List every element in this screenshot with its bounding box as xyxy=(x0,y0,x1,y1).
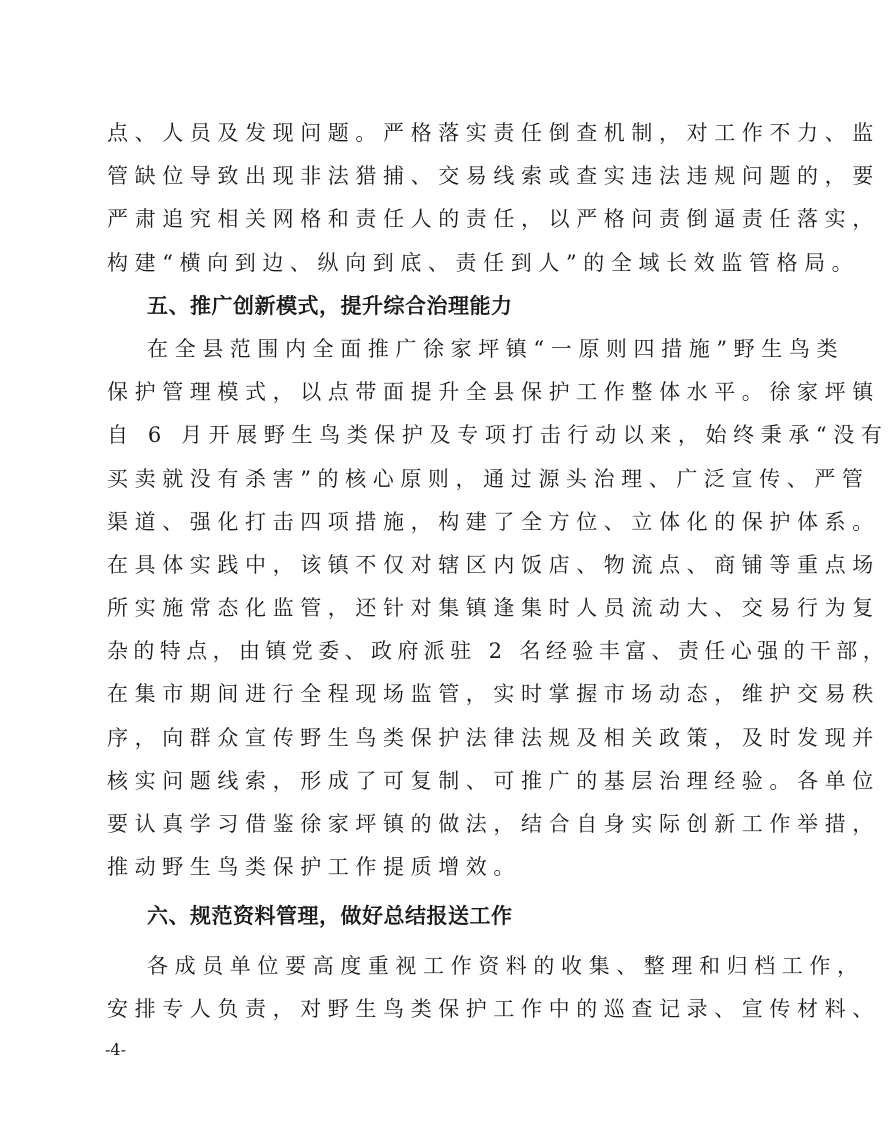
text-line: 在全县范围内全面推广徐家坪镇“一原则四措施”野生鸟类 xyxy=(147,336,845,361)
paragraph-continued xyxy=(107,112,880,285)
text-line: 严肃追究相关网格和责任人的责任，以严格问责倒逼责任落实， xyxy=(107,207,880,232)
section-5-paragraph xyxy=(107,328,889,889)
page-number: -4- xyxy=(105,1040,126,1059)
text-line: 在集市期间进行全程现场监管，实时掌握市场动态，维护交易秩 xyxy=(107,682,880,707)
text-line: 杂的特点，由镇党委、政府派驻 2 名经验丰富、责任心强的干部， xyxy=(107,639,889,664)
text-line: 买卖就没有杀害”的核心原则，通过源头治理、广泛宣传、严管 xyxy=(107,466,870,491)
text-line: 所实施常态化监管，还针对集镇逢集时人员流动大、交易行为复 xyxy=(107,596,880,621)
section-6-paragraph xyxy=(107,945,880,1031)
text-line: 各成员单位要高度重视工作资料的收集、整理和归档工作， xyxy=(147,953,865,978)
section-heading-6: 六、规范资料管理，做好总结报送工作 xyxy=(147,904,513,929)
section-heading-5: 五、推广创新模式，提升综合治理能力 xyxy=(147,293,513,318)
text-line: 保护管理模式，以点带面提升全县保护工作整体水平。徐家坪镇 xyxy=(107,380,880,405)
text-line: 自 6 月开展野生鸟类保护及专项打击行动以来，始终秉承“没有 xyxy=(107,423,889,448)
text-line: 管缺位导致出现非法猎捕、交易线索或查实违法违规问题的，要 xyxy=(107,164,880,189)
text-line: 要认真学习借鉴徐家坪镇的做法，结合自身实际创新工作举措， xyxy=(107,812,880,836)
text-line: 序，向群众宣传野生鸟类保护法律法规及相关政策，及时发现并 xyxy=(107,725,880,750)
text-line: 点、人员及发现问题。严格落实责任倒查机制，对工作不力、监 xyxy=(107,121,880,145)
text-line: 在具体实践中，该镇不仅对辖区内饭店、物流点、商铺等重点场 xyxy=(107,552,880,577)
text-line: 推动野生鸟类保护工作提质增效。 xyxy=(107,855,521,880)
text-line: 构建“横向到边、纵向到底、责任到人”的全域长效监管格局。 xyxy=(107,250,860,275)
text-line: 渠道、强化打击四项措施，构建了全方位、立体化的保护体系。 xyxy=(107,509,880,534)
document-body xyxy=(107,112,889,1031)
text-line: 核实问题线索，形成了可复制、可推广的基层治理经验。各单位 xyxy=(107,768,880,793)
text-line: 安排专人负责，对野生鸟类保护工作中的巡查记录、宣传材料、 xyxy=(107,996,880,1021)
